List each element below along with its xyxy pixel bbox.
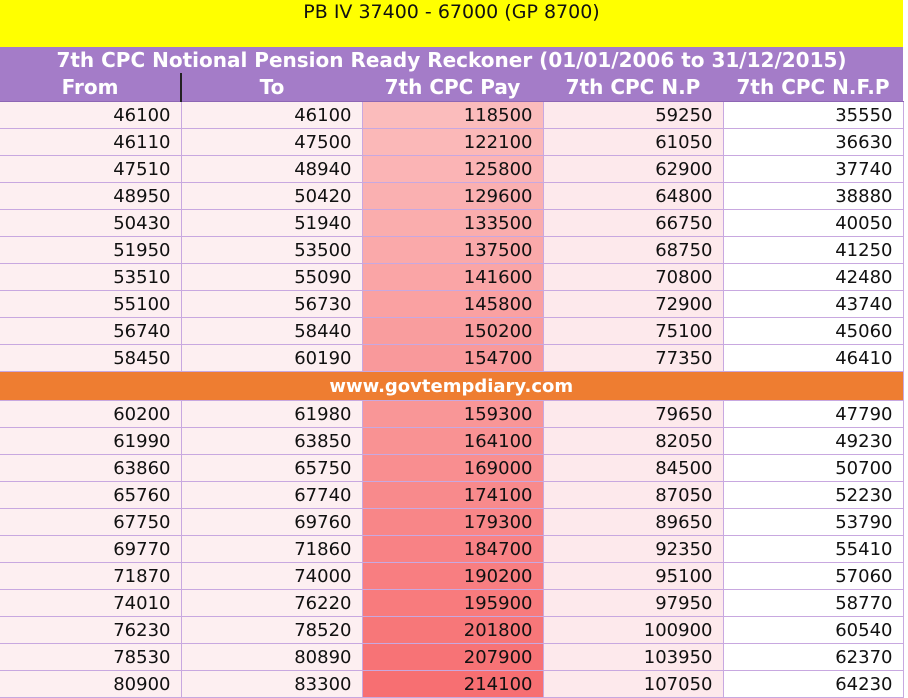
- cell-pay: 190200: [362, 563, 543, 590]
- cell-pay: 184700: [362, 536, 543, 563]
- cell-nfp: 42480: [723, 264, 903, 291]
- cell-from: 67750: [0, 509, 181, 536]
- table-row: [0, 482, 903, 509]
- cell-from: 63860: [0, 455, 181, 482]
- cell-nfp: 47790: [723, 401, 903, 428]
- cell-np: 95100: [543, 563, 723, 590]
- cell-np: 82050: [543, 428, 723, 455]
- cell-nfp: 60540: [723, 617, 903, 644]
- cell-to: 60190: [181, 345, 362, 372]
- cell-np: 103950: [543, 644, 723, 671]
- cell-from: 50430: [0, 210, 181, 237]
- cell-from: 61990: [0, 428, 181, 455]
- table-row: [0, 671, 903, 698]
- cell-nfp: 43740: [723, 291, 903, 318]
- cell-pay: 122100: [362, 129, 543, 156]
- cell-nfp: 46410: [723, 345, 903, 372]
- cell-np: 68750: [543, 237, 723, 264]
- cell-pay: 118500: [362, 102, 543, 129]
- cell-np: 66750: [543, 210, 723, 237]
- table-row: [0, 210, 903, 237]
- table-row: [0, 563, 903, 590]
- cell-pay: 154700: [362, 345, 543, 372]
- header-from: From: [0, 73, 181, 102]
- header-pay: 7th CPC Pay: [362, 73, 543, 102]
- table-row: [0, 264, 903, 291]
- cell-to: 67740: [181, 482, 362, 509]
- cell-pay: 214100: [362, 671, 543, 698]
- cell-nfp: 53790: [723, 509, 903, 536]
- table-row: [0, 401, 903, 428]
- cell-from: 56740: [0, 318, 181, 345]
- table-body: [0, 102, 903, 698]
- cell-pay: 164100: [362, 428, 543, 455]
- cell-to: 47500: [181, 129, 362, 156]
- cell-from: 47510: [0, 156, 181, 183]
- cell-np: 92350: [543, 536, 723, 563]
- cell-nfp: 41250: [723, 237, 903, 264]
- cell-to: 50420: [181, 183, 362, 210]
- cell-np: 70800: [543, 264, 723, 291]
- cell-to: 48940: [181, 156, 362, 183]
- cell-np: 75100: [543, 318, 723, 345]
- cell-pay: 195900: [362, 590, 543, 617]
- cell-pay: 129600: [362, 183, 543, 210]
- table-row: [0, 455, 903, 482]
- cell-from: 76230: [0, 617, 181, 644]
- cell-to: 46100: [181, 102, 362, 129]
- cell-pay: 133500: [362, 210, 543, 237]
- cell-to: 65750: [181, 455, 362, 482]
- cell-from: 80900: [0, 671, 181, 698]
- header-row: [0, 73, 903, 102]
- table-row: [0, 345, 903, 372]
- cell-nfp: 50700: [723, 455, 903, 482]
- table-row: [0, 644, 903, 671]
- cell-to: 71860: [181, 536, 362, 563]
- cell-np: 59250: [543, 102, 723, 129]
- cell-pay: 159300: [362, 401, 543, 428]
- cell-nfp: 64230: [723, 671, 903, 698]
- cell-np: 97950: [543, 590, 723, 617]
- table-row: [0, 536, 903, 563]
- table-row: [0, 617, 903, 644]
- cell-from: 74010: [0, 590, 181, 617]
- cell-pay: 137500: [362, 237, 543, 264]
- cell-pay: 174100: [362, 482, 543, 509]
- cell-to: 76220: [181, 590, 362, 617]
- cell-pay: 125800: [362, 156, 543, 183]
- cell-np: 89650: [543, 509, 723, 536]
- table-row: [0, 237, 903, 264]
- cell-nfp: 55410: [723, 536, 903, 563]
- cell-from: 53510: [0, 264, 181, 291]
- cell-from: 78530: [0, 644, 181, 671]
- cell-from: 71870: [0, 563, 181, 590]
- cell-np: 84500: [543, 455, 723, 482]
- table-row: [0, 318, 903, 345]
- table-row: [0, 590, 903, 617]
- header-to: To: [181, 73, 362, 102]
- pay-band-title: PB IV 37400 - 67000 (GP 8700): [0, 0, 903, 47]
- cell-pay: 207900: [362, 644, 543, 671]
- cell-np: 87050: [543, 482, 723, 509]
- table-row: [0, 156, 903, 183]
- cell-nfp: 57060: [723, 563, 903, 590]
- cell-from: 69770: [0, 536, 181, 563]
- cell-to: 83300: [181, 671, 362, 698]
- cell-np: 100900: [543, 617, 723, 644]
- table-row: [0, 183, 903, 210]
- cell-pay: 141600: [362, 264, 543, 291]
- cell-to: 63850: [181, 428, 362, 455]
- cell-nfp: 40050: [723, 210, 903, 237]
- cell-pay: 179300: [362, 509, 543, 536]
- cell-pay: 145800: [362, 291, 543, 318]
- cell-nfp: 62370: [723, 644, 903, 671]
- website-row: [0, 372, 903, 401]
- cell-nfp: 49230: [723, 428, 903, 455]
- cell-np: 72900: [543, 291, 723, 318]
- cell-pay: 169000: [362, 455, 543, 482]
- cell-from: 60200: [0, 401, 181, 428]
- cell-np: 107050: [543, 671, 723, 698]
- cell-to: 56730: [181, 291, 362, 318]
- table-row: [0, 509, 903, 536]
- cell-nfp: 38880: [723, 183, 903, 210]
- cell-to: 69760: [181, 509, 362, 536]
- table-subtitle: 7th CPC Notional Pension Ready Reckoner (01/01/2006 to 31/12/2015): [0, 47, 903, 73]
- cell-nfp: 45060: [723, 318, 903, 345]
- cell-to: 51940: [181, 210, 362, 237]
- website-label: www.govtempdiary.com: [0, 372, 903, 401]
- cell-from: 48950: [0, 183, 181, 210]
- cell-nfp: 52230: [723, 482, 903, 509]
- cell-nfp: 58770: [723, 590, 903, 617]
- cell-from: 46110: [0, 129, 181, 156]
- cell-np: 77350: [543, 345, 723, 372]
- cell-np: 79650: [543, 401, 723, 428]
- cell-to: 78520: [181, 617, 362, 644]
- cell-to: 53500: [181, 237, 362, 264]
- header-nfp: 7th CPC N.F.P: [723, 73, 903, 102]
- header-np: 7th CPC N.P: [543, 73, 723, 102]
- table-row: [0, 129, 903, 156]
- cell-from: 58450: [0, 345, 181, 372]
- cell-nfp: 36630: [723, 129, 903, 156]
- cell-from: 46100: [0, 102, 181, 129]
- reckoner-table: [0, 73, 904, 698]
- cell-to: 74000: [181, 563, 362, 590]
- table-row: [0, 291, 903, 318]
- cell-pay: 201800: [362, 617, 543, 644]
- cell-from: 51950: [0, 237, 181, 264]
- cell-to: 58440: [181, 318, 362, 345]
- cell-pay: 150200: [362, 318, 543, 345]
- cell-to: 55090: [181, 264, 362, 291]
- table-row: [0, 102, 903, 129]
- cell-to: 80890: [181, 644, 362, 671]
- cell-np: 61050: [543, 129, 723, 156]
- cell-nfp: 37740: [723, 156, 903, 183]
- cell-from: 65760: [0, 482, 181, 509]
- cell-nfp: 35550: [723, 102, 903, 129]
- cell-to: 61980: [181, 401, 362, 428]
- table-row: [0, 428, 903, 455]
- cell-np: 62900: [543, 156, 723, 183]
- cell-from: 55100: [0, 291, 181, 318]
- cell-np: 64800: [543, 183, 723, 210]
